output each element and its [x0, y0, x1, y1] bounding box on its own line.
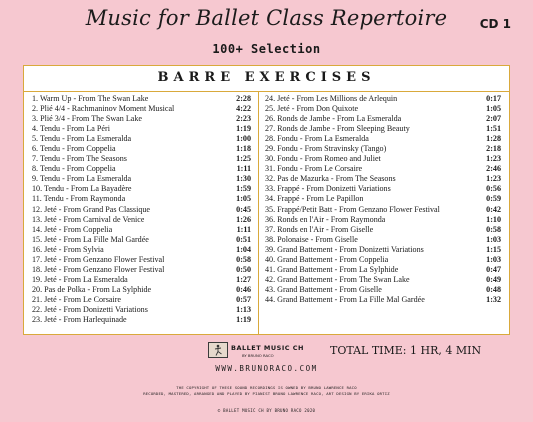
track-duration: 1:19 — [236, 124, 251, 134]
track-item — [32, 144, 251, 154]
track-name: 15. Jeté - From La Fille Mal Gardée — [32, 234, 149, 244]
track-item — [265, 295, 501, 305]
track-duration: 0:59 — [486, 194, 501, 204]
track-duration: 1:32 — [486, 294, 501, 304]
track-duration: 0:58 — [486, 224, 501, 234]
track-item — [265, 114, 501, 124]
track-name: 30. Fondu - From Romeo and Juliet — [265, 154, 381, 164]
track-duration: 0:56 — [486, 184, 501, 194]
track-item — [32, 255, 251, 265]
track-name: 16. Jeté - From Sylvia — [32, 244, 104, 254]
track-item — [265, 174, 501, 184]
track-item — [265, 94, 501, 104]
track-name: 9. Tendu - From La Esmeralda — [32, 174, 132, 184]
track-item — [265, 104, 501, 114]
website-link[interactable]: WWW.BRUNORACO.COM — [215, 364, 318, 373]
track-name: 36. Ronds en l'Air - From Raymonda — [265, 214, 386, 224]
brand-byline: BY BRUNO RACO — [242, 353, 274, 358]
track-item — [265, 205, 501, 215]
track-duration: 1:11 — [236, 164, 251, 174]
track-duration: 1:03 — [486, 254, 501, 264]
track-duration: 0:47 — [486, 264, 501, 274]
tracklist-right — [265, 94, 501, 305]
track-name: 18. Jeté - From Genzano Flower Festival — [32, 264, 165, 274]
track-name: 20. Pas de Polka - From La Sylphide — [32, 284, 152, 294]
track-name: 35. Frappé/Petit Batt - From Genzano Flower Festival — [265, 204, 440, 214]
track-duration: 1:11 — [236, 224, 251, 234]
track-duration: 1:10 — [486, 214, 501, 224]
track-item — [32, 245, 251, 255]
track-name: 34. Frappé - From Le Papillon — [265, 194, 364, 204]
track-item — [32, 295, 251, 305]
track-item — [32, 124, 251, 134]
track-name: 27. Ronds de Jambe - From Sleeping Beauty — [265, 124, 410, 134]
track-duration: 0:51 — [236, 234, 251, 244]
brand-name: BALLET MUSIC CH — [231, 344, 304, 352]
track-item — [32, 285, 251, 295]
track-item — [32, 94, 251, 104]
track-name: 41. Grand Battement - From La Sylphide — [265, 264, 399, 274]
track-item — [265, 245, 501, 255]
track-duration: 0:45 — [236, 204, 251, 214]
copyright-line: RECORDED, MASTERED, ARRANGED AND PLAYED BY PIANIST BRUNO LAWRENCE RACO, ART DESIGN BY ERIKA ORTIZ — [143, 390, 390, 396]
brand-logo — [208, 342, 228, 358]
footer-credit: © BALLET MUSIC CH BY BRUNO RACO 2020 — [217, 408, 316, 413]
track-item — [32, 205, 251, 215]
track-item — [32, 235, 251, 245]
track-name: 42. Grand Battement - From The Swan Lake — [265, 274, 410, 284]
track-name: 38. Polonaise - From Giselle — [265, 234, 358, 244]
track-item — [265, 154, 501, 164]
track-name: 28. Fondu - From La Esmeralda — [265, 134, 369, 144]
track-name: 22. Jeté - From Donizetti Variations — [32, 304, 148, 314]
track-item — [32, 134, 251, 144]
track-name: 14. Jeté - From Coppelia — [32, 224, 113, 234]
disc-label: CD 1 — [479, 17, 511, 31]
track-name: 12. Jeté - From Grand Pas Classique — [32, 204, 151, 214]
track-duration: 4:22 — [236, 104, 251, 114]
track-item — [265, 285, 501, 295]
track-duration: 1:51 — [486, 124, 501, 134]
track-duration: 2:46 — [486, 164, 501, 174]
track-name: 17. Jeté - From Genzano Flower Festival — [32, 254, 165, 264]
track-name: 43. Grand Battement - From Giselle — [265, 284, 382, 294]
tracklist-left — [32, 94, 251, 325]
track-name: 25. Jeté - From Don Quixote — [265, 104, 359, 114]
ballet-dancer-logo-icon — [209, 343, 227, 357]
track-name: 13. Jeté - From Carnival de Venice — [32, 214, 145, 224]
track-duration: 1:15 — [486, 244, 501, 254]
track-name: 2. Plié 4/4 - Rachmaninov Moment Musical — [32, 104, 175, 114]
track-item — [32, 184, 251, 194]
track-duration: 1:30 — [236, 174, 251, 184]
track-name: 11. Tendu - From Raymonda — [32, 194, 126, 204]
copyright-line: THE COPYRIGHT OF THESE SOUND RECORDINGS IS OWNED BY BRUNO LAWRENCE RACO — [176, 385, 357, 390]
track-item — [265, 184, 501, 194]
track-name: 3. Plié 3/4 - From The Swan Lake — [32, 114, 143, 124]
track-item — [32, 194, 251, 204]
track-item — [265, 134, 501, 144]
track-name: 23. Jeté - From Harlequinade — [32, 315, 127, 325]
track-item — [32, 114, 251, 124]
page-subtitle: 100+ Selection — [212, 42, 321, 56]
track-item — [265, 265, 501, 275]
track-item — [32, 305, 251, 315]
section-heading: BARRE EXERCISES — [157, 70, 376, 85]
total-time: TOTAL TIME: 1 HR, 4 MIN — [330, 344, 482, 357]
track-item — [32, 225, 251, 235]
track-duration: 1:05 — [486, 104, 501, 114]
track-name: 40. Grand Battement - From Coppelia — [265, 254, 389, 264]
track-name: 5. Tendu - From La Esmeralda — [32, 134, 132, 144]
tracklist-panel — [23, 65, 510, 335]
track-name: 19. Jeté - From La Esmeralda — [32, 274, 128, 284]
track-item — [32, 154, 251, 164]
track-name: 24. Jeté - From Les Millions de Arlequin — [265, 94, 398, 103]
track-duration: 0:57 — [236, 294, 251, 304]
track-duration: 1:59 — [236, 184, 251, 194]
track-duration: 2:28 — [236, 94, 251, 103]
track-name: 10. Tendu - From La Bayadère — [32, 184, 132, 194]
track-item — [265, 255, 501, 265]
track-duration: 0:58 — [236, 254, 251, 264]
track-duration: 1:23 — [486, 174, 501, 184]
track-item — [32, 265, 251, 275]
track-item — [265, 164, 501, 174]
track-name: 31. Fondu - From Le Corsaire — [265, 164, 363, 174]
column-divider — [258, 91, 259, 335]
heading-divider — [24, 91, 509, 92]
track-item — [265, 194, 501, 204]
track-duration: 0:50 — [236, 264, 251, 274]
track-name: 8. Tendu - From Coppelia — [32, 164, 116, 174]
track-name: 37. Ronds en l'Air - From Giselle — [265, 224, 374, 234]
track-duration: 1:00 — [236, 134, 251, 144]
track-name: 39. Grand Battement - From Donizetti Variations — [265, 244, 424, 254]
track-duration: 1:19 — [236, 315, 251, 325]
page-title: Music for Ballet Class Repertoire — [85, 6, 448, 30]
track-item — [265, 144, 501, 154]
track-name: 21. Jeté - From Le Corsaire — [32, 294, 122, 304]
copyright-notice — [0, 385, 533, 396]
track-item — [265, 225, 501, 235]
track-name: 44. Grand Battement - From La Fille Mal Gardée — [265, 294, 425, 304]
track-duration: 0:48 — [486, 284, 501, 294]
track-name: 6. Tendu - From Coppelia — [32, 144, 116, 154]
track-item — [32, 164, 251, 174]
track-item — [265, 124, 501, 134]
track-item — [265, 215, 501, 225]
track-duration: 1:23 — [486, 154, 501, 164]
track-item — [265, 235, 501, 245]
track-duration: 0:49 — [486, 274, 501, 284]
track-duration: 0:42 — [486, 204, 501, 214]
track-item — [32, 275, 251, 285]
track-item — [32, 315, 251, 325]
track-duration: 1:03 — [486, 234, 501, 244]
track-item — [265, 275, 501, 285]
track-duration: 0:17 — [486, 94, 501, 103]
track-name: 32. Pas de Mazurka - From The Seasons — [265, 174, 396, 184]
track-duration: 0:46 — [236, 284, 251, 294]
track-duration: 1:26 — [236, 214, 251, 224]
track-name: 1. Warm Up - From The Swan Lake — [32, 94, 149, 103]
track-duration: 1:27 — [236, 274, 251, 284]
track-item — [32, 215, 251, 225]
track-name: 7. Tendu - From The Seasons — [32, 154, 127, 164]
track-duration: 1:05 — [236, 194, 251, 204]
track-duration: 1:28 — [486, 134, 501, 144]
track-name: 33. Frappé - From Donizetti Variations — [265, 184, 391, 194]
track-duration: 2:07 — [486, 114, 501, 124]
track-name: 26. Ronds de Jambe - From La Esmeralda — [265, 114, 402, 124]
track-duration: 1:18 — [236, 144, 251, 154]
track-duration: 2:18 — [486, 144, 501, 154]
track-duration: 1:25 — [236, 154, 251, 164]
track-duration: 1:13 — [236, 304, 251, 314]
track-name: 29. Fondu - From Stravinsky (Tango) — [265, 144, 387, 154]
track-duration: 2:23 — [236, 114, 251, 124]
track-item — [32, 174, 251, 184]
track-name: 4. Tendu - From La Péri — [32, 124, 110, 134]
track-item — [32, 104, 251, 114]
track-duration: 1:04 — [236, 244, 251, 254]
